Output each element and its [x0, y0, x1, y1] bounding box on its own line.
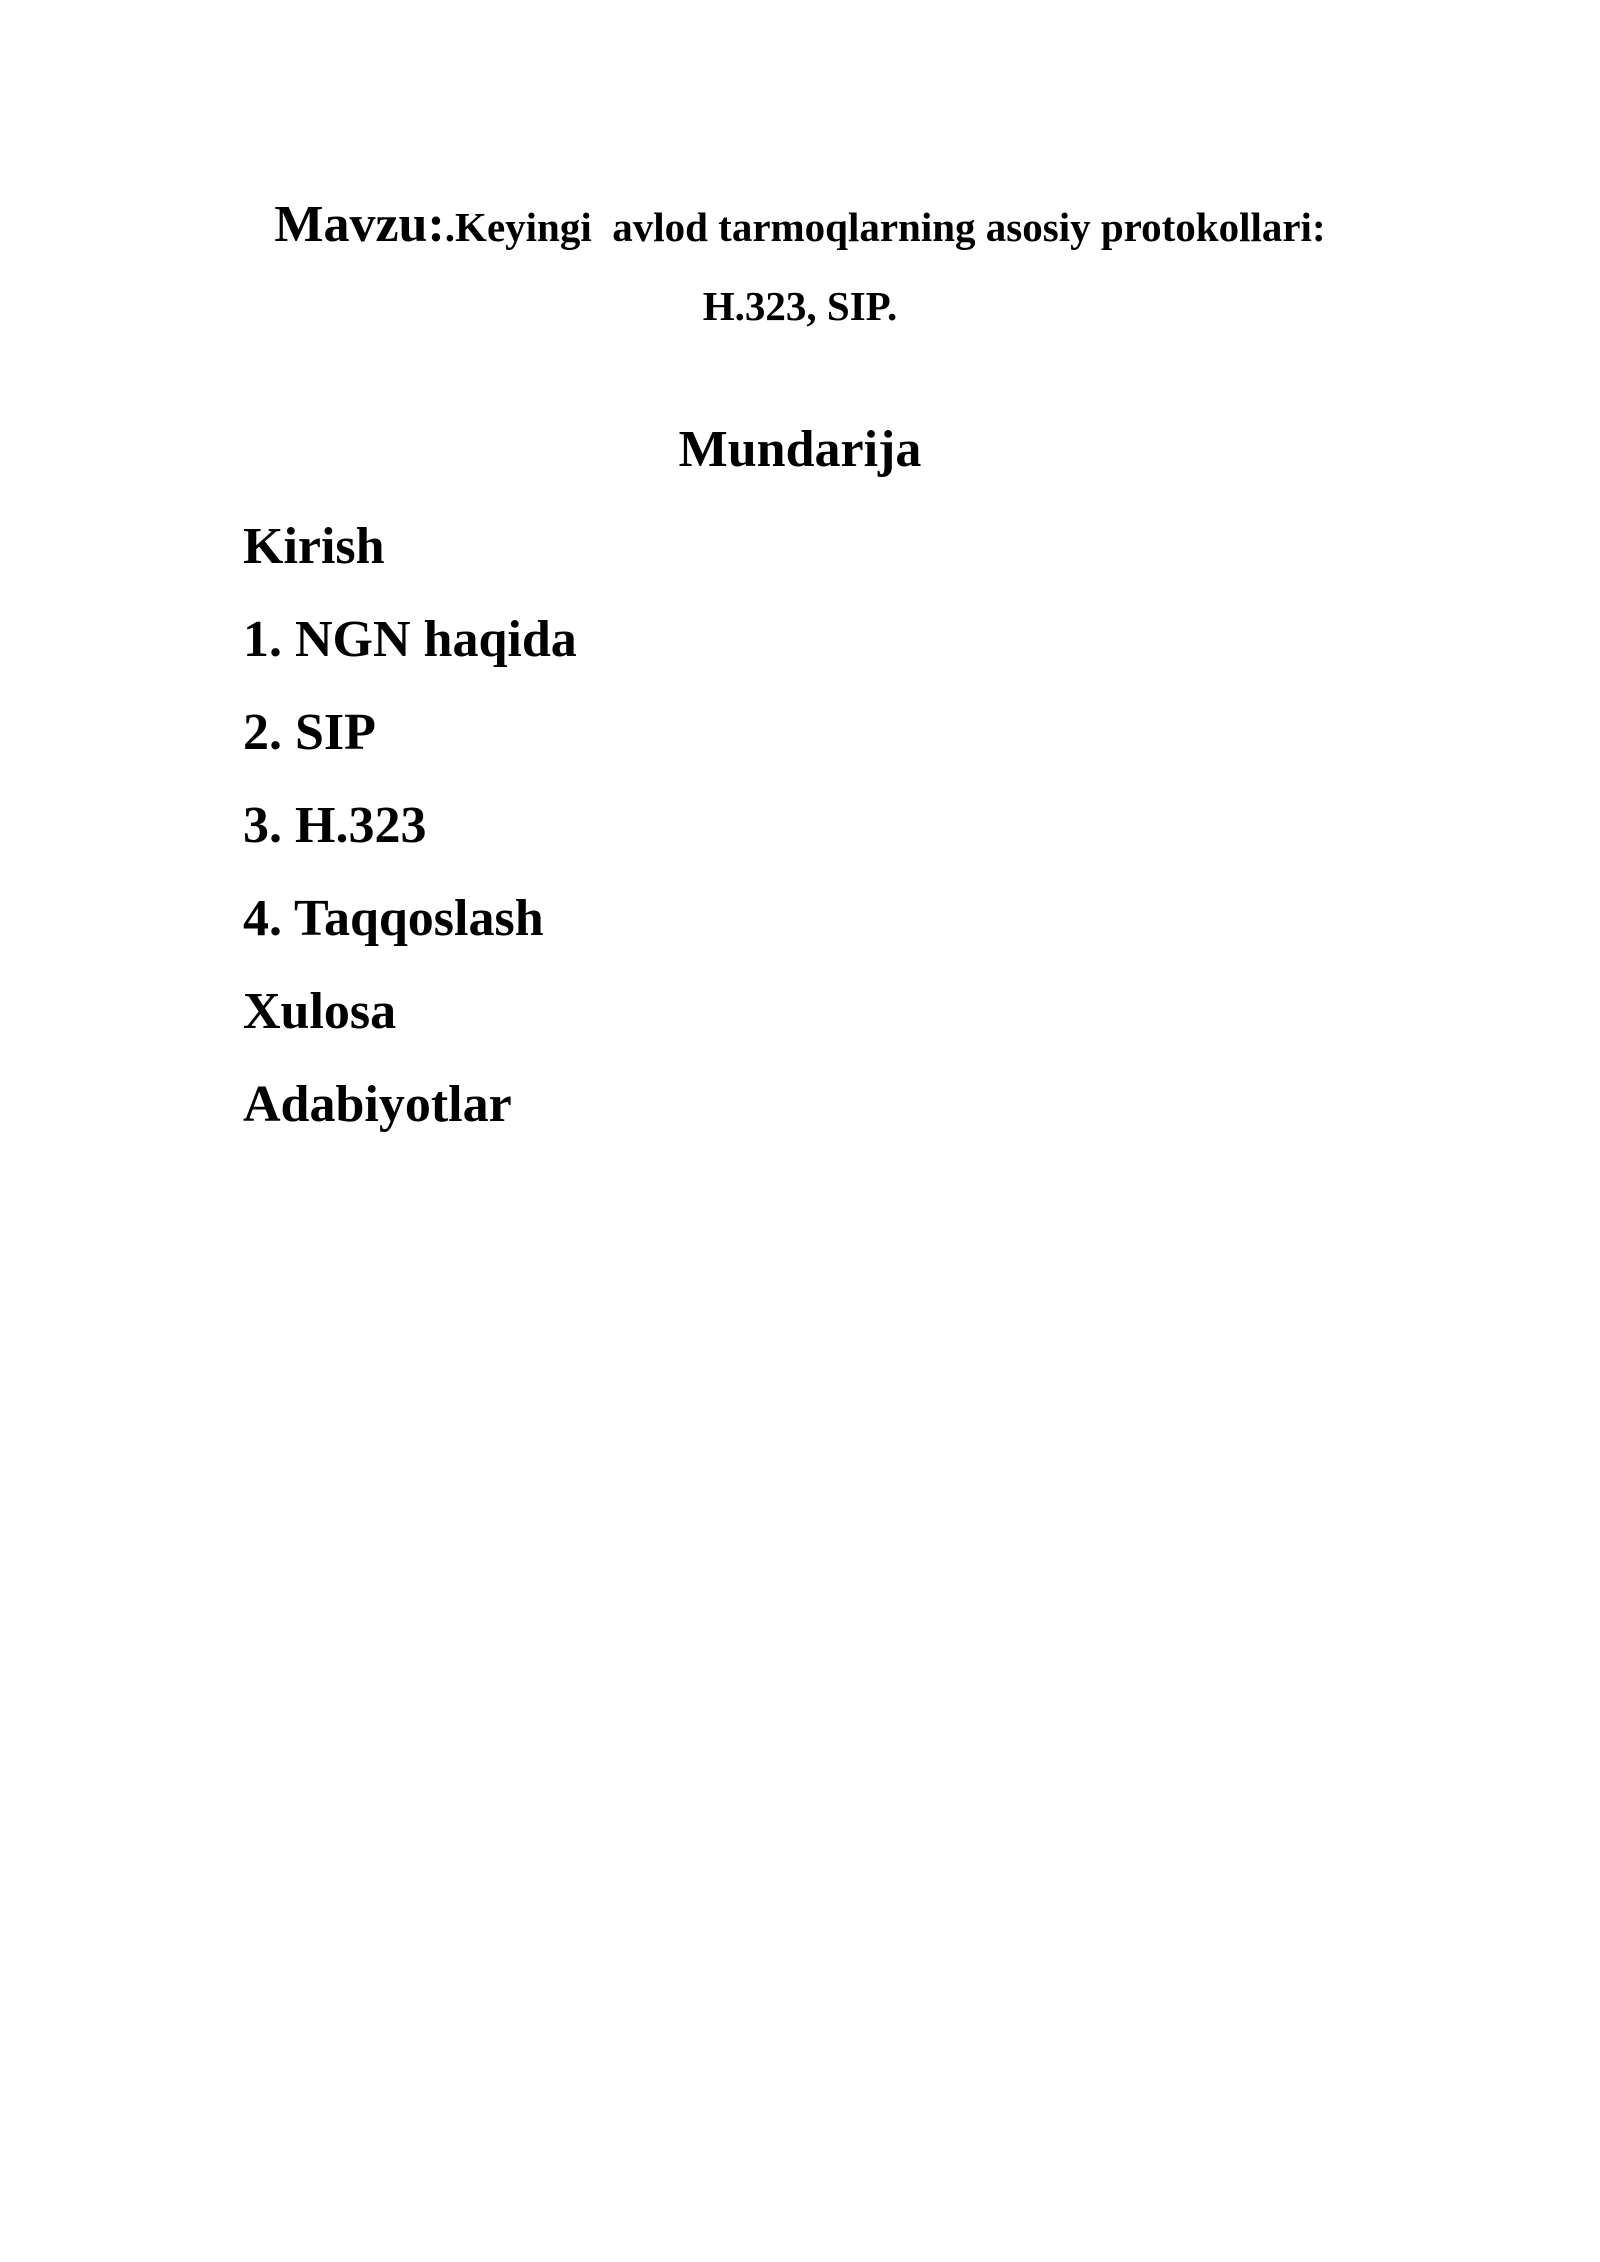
toc-item-kirish: Kirish: [243, 518, 385, 575]
toc-item-taqqoslash: 4. Taqqoslash: [243, 890, 544, 947]
topic-text-line2: H.323, SIP.: [702, 283, 898, 329]
topic-label: Mavzu:: [274, 196, 445, 253]
toc-item-xulosa: Xulosa: [243, 983, 397, 1040]
toc-item-h323: 3. H.323: [243, 797, 427, 854]
toc-title: Mundarija: [678, 421, 922, 478]
toc-list: [243, 512, 577, 1163]
toc-item-sip: 2. SIP: [243, 704, 376, 761]
topic-heading: [0, 195, 1600, 254]
toc-item-ngn: 1. NGN haqida: [243, 611, 577, 668]
topic-text: .Keyingi avlod tarmoqlarning asosiy protokollari:: [444, 204, 1326, 250]
toc-item-adabiyotlar: Adabiyotlar: [243, 1076, 512, 1133]
